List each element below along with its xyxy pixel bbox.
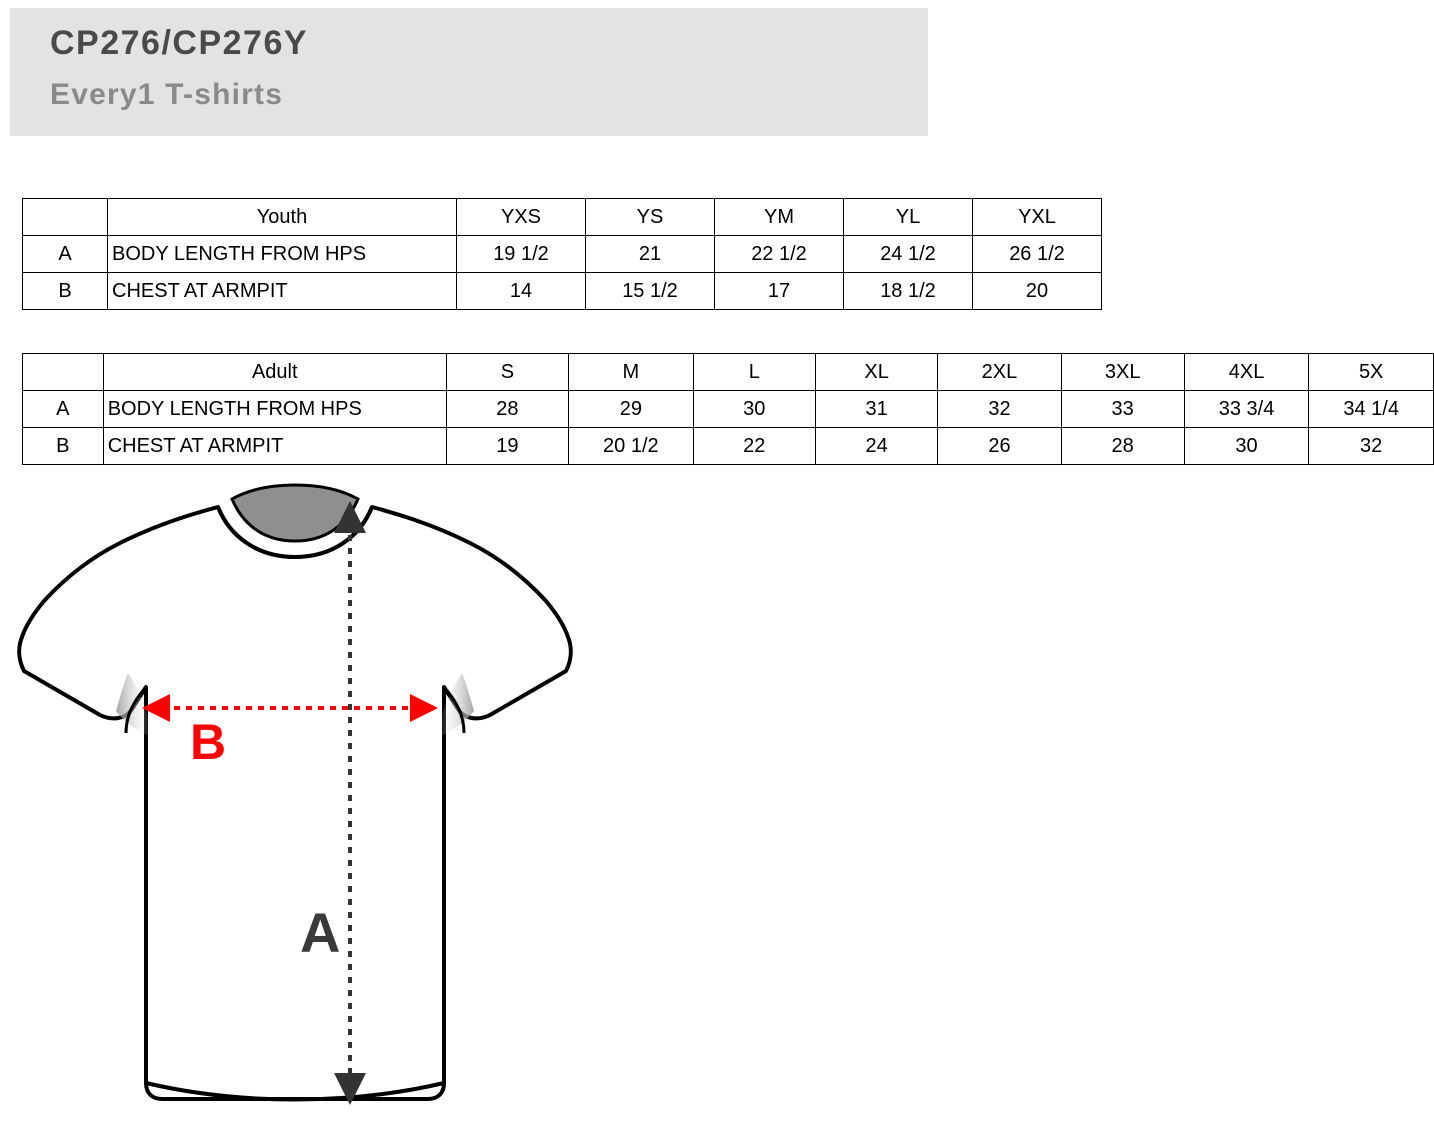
youth-row-b-value-0: 14 [457,273,586,310]
adult-row-b-value-4: 26 [938,428,1061,465]
adult-row-b-value-5: 28 [1061,428,1184,465]
youth-header-size-yxl: YXL [973,199,1102,236]
youth-row-a-value-1: 21 [586,236,715,273]
youth-row-b-value-4: 20 [973,273,1102,310]
adult-row-a-value-2: 30 [693,391,815,428]
adult-row-b-value-1: 20 1/2 [569,428,694,465]
adult-row-a-value-1: 29 [569,391,694,428]
youth-row-a-letter: A [23,236,108,273]
adult-row-a-value-0: 28 [446,391,568,428]
measurement-label-a: A [300,901,341,964]
adult-row-a-value-4: 32 [938,391,1061,428]
table-header-row [23,354,1434,391]
youth-row-a-value-3: 24 1/2 [844,236,973,273]
youth-header-size-yl: YL [844,199,973,236]
adult-row-a-description: BODY LENGTH FROM HPS [103,391,446,428]
adult-size-table [22,353,1434,465]
adult-row-b-value-7: 32 [1309,428,1434,465]
adult-header-size-xl: XL [815,354,937,391]
table-row [23,273,1102,310]
youth-row-b-value-3: 18 1/2 [844,273,973,310]
measurement-label-b: B [190,714,227,770]
page-subtitle: Every1 T-shirts [50,78,284,111]
table-row [23,428,1434,465]
adult-header-size-m: M [569,354,694,391]
adult-row-a-value-5: 33 [1061,391,1184,428]
table-row [23,391,1434,428]
adult-row-b-value-2: 22 [693,428,815,465]
youth-header-size-yxs: YXS [457,199,586,236]
adult-row-b-value-0: 19 [446,428,568,465]
adult-row-b-value-3: 24 [815,428,937,465]
adult-header-letter [23,354,104,391]
youth-row-a-description: BODY LENGTH FROM HPS [108,236,457,273]
table-row [23,236,1102,273]
adult-row-a-value-7: 34 1/4 [1309,391,1434,428]
adult-header-size-4xl: 4XL [1184,354,1309,391]
tshirt-body-outline [19,507,571,1099]
youth-row-b-value-1: 15 1/2 [586,273,715,310]
youth-row-b-value-2: 17 [715,273,844,310]
adult-row-b-description: CHEST AT ARMPIT [103,428,446,465]
adult-header-description: Adult [103,354,446,391]
adult-row-b-value-6: 30 [1184,428,1309,465]
youth-row-a-value-0: 19 1/2 [457,236,586,273]
page-title: CP276/CP276Y [50,24,309,62]
adult-header-size-3xl: 3XL [1061,354,1184,391]
youth-row-b-description: CHEST AT ARMPIT [108,273,457,310]
adult-header-size-l: L [693,354,815,391]
youth-size-table [22,198,1102,310]
adult-header-size-5x: 5X [1309,354,1434,391]
adult-row-a-value-6: 33 3/4 [1184,391,1309,428]
youth-row-a-value-4: 26 1/2 [973,236,1102,273]
collar-inner [232,485,358,541]
tshirt-illustration [0,465,620,1115]
tshirt-measurement-diagram [0,465,620,1115]
youth-header-size-ys: YS [586,199,715,236]
youth-row-b-letter: B [23,273,108,310]
youth-header-size-ym: YM [715,199,844,236]
adult-header-size-s: S [446,354,568,391]
adult-row-b-letter: B [23,428,104,465]
table-header-row [23,199,1102,236]
adult-header-size-2xl: 2XL [938,354,1061,391]
youth-header-letter [23,199,108,236]
youth-row-a-value-2: 22 1/2 [715,236,844,273]
adult-row-a-letter: A [23,391,104,428]
youth-header-description: Youth [108,199,457,236]
adult-row-a-value-3: 31 [815,391,937,428]
